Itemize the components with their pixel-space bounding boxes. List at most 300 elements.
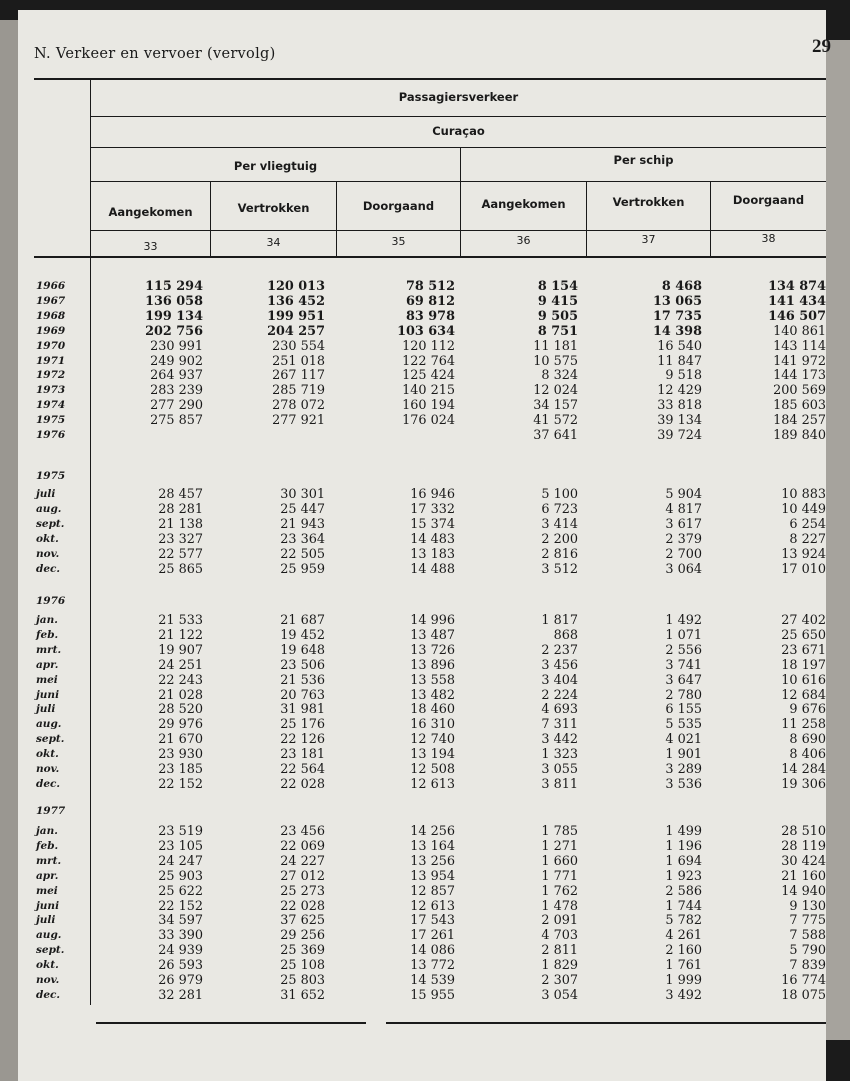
table-cell: 8 154 [537,279,578,294]
table-cell: 13 558 [410,672,455,688]
table-cell: 30 301 [280,487,325,502]
row-label: aug. [36,718,62,731]
row-label: aug. [36,929,62,942]
row-label: sept. [36,517,65,530]
row-label: jan. [36,614,58,626]
row-label: 1968 [36,309,66,322]
table-cell: 13 954 [410,868,455,884]
col-number: 36 [516,234,531,247]
table-cell: 13 164 [410,838,455,854]
table-cell: 10 616 [781,672,826,688]
page-number: 29 [812,36,831,57]
table-cell: 12 613 [410,898,455,914]
table-cell: 21 160 [781,868,826,884]
table-cell: 1 660 [541,853,578,869]
table-cell: 21 122 [158,627,203,643]
table-cell: 13 194 [410,747,455,763]
table-cell: 22 069 [280,838,325,854]
table-cell: 1 196 [665,838,702,854]
table-cell: 24 251 [158,657,203,673]
table-cell: 17 332 [410,501,455,517]
table-cell: 18 460 [410,702,455,718]
table-cell: 9 518 [665,368,702,384]
table-cell: 140 215 [402,383,455,399]
table-cell: 17 261 [410,928,455,944]
table-cell: 1 694 [665,853,702,869]
table-cell: 13 183 [410,546,455,562]
table-cell: 28 457 [158,487,203,502]
table-cell: 23 185 [158,762,203,777]
table-cell: 28 520 [158,702,203,718]
table-cell: 2 816 [541,546,578,562]
table-cell: 2 700 [665,546,702,562]
row-label: sept. [36,944,65,957]
table-cell: 1 999 [665,973,702,988]
table-cell: 15 374 [410,516,455,532]
table-cell: 25 273 [280,883,325,899]
row-label: okt. [36,532,59,545]
table-cell: 78 512 [406,279,455,294]
table-cell: 12 508 [410,762,455,777]
table-cell: 3 404 [541,672,578,688]
row-label: apr. [36,869,59,882]
col-header-doorgaand-sea: Doorgaand [732,193,805,207]
table-cell: 31 652 [280,987,325,1003]
table-cell: 199 134 [145,308,203,324]
table-cell: 2 556 [665,642,702,658]
table-cell: 868 [553,627,578,643]
table-cell: 9 415 [537,293,578,309]
table-cell: 2 091 [541,913,578,929]
table-cell: 14 398 [653,323,702,339]
table-cell: 11 258 [781,717,826,733]
table-cell: 15 955 [410,987,455,1003]
table-cell: 7 839 [789,958,826,974]
group-label-air: Per vliegtuig [233,159,318,173]
table-cell: 3 456 [541,657,578,673]
table-cell: 23 519 [158,824,203,839]
table-cell: 34 597 [158,913,203,929]
row-label: 1975 [36,414,66,427]
table-cell: 122 764 [402,353,455,369]
table-cell: 251 018 [272,353,325,369]
table-cell: 13 256 [410,853,455,869]
table-cell: 21 028 [158,687,203,703]
col-number: 38 [761,232,776,245]
table-cell: 19 452 [280,627,325,643]
table-cell: 13 487 [410,627,455,643]
table-cell: 30 424 [781,853,826,869]
table-cell: 283 239 [150,383,203,399]
table-cell: 24 227 [280,853,325,869]
row-label: 1972 [36,369,66,382]
rule-header-bottom [34,256,826,258]
table-cell: 7 311 [541,717,578,733]
table-cell: 4 021 [665,732,702,748]
table-cell: 3 064 [665,561,702,577]
table-cell: 275 857 [150,413,203,429]
table-cell: 11 847 [657,353,702,369]
table-cell: 10 883 [781,487,826,502]
table-cell: 29 256 [280,928,325,944]
table-cell: 22 152 [158,776,203,792]
table-cell: 12 740 [410,732,455,748]
table-cell: 3 512 [541,561,578,577]
table-cell: 204 257 [267,323,325,339]
table-cell: 14 256 [410,824,455,839]
table-cell: 267 117 [272,368,325,384]
table-cell: 16 310 [410,717,455,733]
table-cell: 2 307 [541,973,578,988]
table-cell: 23 671 [781,642,826,658]
table-cell: 27 402 [781,613,826,628]
table-cell: 12 613 [410,776,455,792]
table-cell: 12 857 [410,883,455,899]
table-cell: 5 535 [665,717,702,733]
table-cell: 249 902 [150,353,203,369]
table-cell: 1 492 [665,613,702,628]
table-cell: 13 772 [410,958,455,974]
table-cell: 3 414 [541,516,578,532]
table-cell: 26 593 [158,958,203,974]
region-label: Curaçao [432,124,485,138]
table-cell: 1 071 [665,627,702,643]
table-cell: 3 492 [665,987,702,1003]
table-cell: 22 028 [280,898,325,914]
table-cell: 1 478 [541,898,578,914]
table-cell: 16 774 [781,973,826,988]
table-cell: 8 406 [789,747,826,763]
table-cell: 141 434 [768,293,826,309]
row-label: nov. [36,547,60,560]
table-cell: 8 324 [541,368,578,384]
table-cell: 39 724 [657,428,702,443]
page-header-title: N. Verkeer en vervoer (vervolg) [34,46,276,62]
table-cell: 17 735 [653,308,702,324]
rule-groups [91,181,826,182]
table-cell: 200 569 [773,383,826,399]
table-cell: 20 763 [280,687,325,703]
table-cell: 16 946 [410,487,455,502]
row-label: mrt. [36,643,62,656]
table-cell: 24 247 [158,853,203,869]
table-cell: 7 588 [789,928,826,944]
table-cell: 13 726 [410,642,455,658]
row-label: mei [36,673,58,686]
table-cell: 3 442 [541,732,578,748]
row-label: juni [36,688,60,701]
row-label: 1970 [36,339,66,352]
year-heading: 1975 [36,470,66,482]
table-cell: 17 010 [781,561,826,577]
table-cell: 23 506 [280,657,325,673]
table-cell: 3 811 [541,776,578,792]
table-cell: 176 024 [402,413,455,429]
table-cell: 25 650 [781,627,826,643]
col-header-aangekomen-air: Aangekomen [108,205,193,219]
table-cell: 14 284 [781,762,826,777]
table-cell: 39 134 [657,413,702,429]
table-cell: 12 684 [781,687,826,703]
table-cell: 22 243 [158,672,203,688]
table-cell: 120 013 [267,279,325,294]
table-cell: 4 693 [541,702,578,718]
table-cell: 21 670 [158,732,203,748]
table-cell: 22 577 [158,546,203,562]
table-cell: 25 865 [158,561,203,577]
year-heading: 1977 [36,805,66,817]
table-cell: 185 603 [773,398,826,414]
table-cell: 23 105 [158,838,203,854]
col-header-vertrokken-air: Vertrokken [237,201,310,215]
row-label: nov. [36,974,60,986]
table-cell: 33 390 [158,928,203,944]
table-cell: 2 780 [665,687,702,703]
table-cell: 21 533 [158,613,203,628]
row-label: 1976 [36,429,66,441]
table-cell: 277 290 [150,398,203,414]
row-label: 1969 [36,324,66,337]
table-cell: 4 703 [541,928,578,944]
row-label: okt. [36,959,59,972]
table-cell: 16 540 [657,338,702,354]
table-cell: 13 924 [781,546,826,562]
table-cell: 10 575 [533,353,578,369]
row-label: juni [36,899,60,912]
table-cell: 2 224 [541,687,578,703]
table-cell: 1 923 [665,868,702,884]
table-cell: 19 907 [158,642,203,658]
rule-bottom-right [386,1022,826,1024]
table-cell: 25 176 [280,717,325,733]
table-cell: 264 937 [150,368,203,384]
table-cell: 9 676 [789,702,826,718]
table-cell: 17 543 [410,913,455,929]
table-cell: 2 200 [541,531,578,547]
rule-columns [91,230,826,231]
rule-bottom-left [96,1022,366,1024]
table-cell: 1 744 [665,898,702,914]
table-cell: 5 904 [665,487,702,502]
row-label: sept. [36,733,65,746]
row-label: jan. [36,825,58,837]
table-cell: 189 840 [773,428,826,443]
row-label: juli [36,703,56,716]
table-cell: 14 940 [781,883,826,899]
table-cell: 32 281 [158,987,203,1003]
table-cell: 146 507 [768,308,826,324]
table-cell: 3 536 [665,776,702,792]
row-label: dec. [36,988,61,1001]
table-cell: 25 108 [280,958,325,974]
rule-region [91,147,826,148]
table-cell: 23 456 [280,824,325,839]
row-label: apr. [36,658,59,671]
table-cell: 13 896 [410,657,455,673]
table-cell: 136 452 [267,293,325,309]
table-cell: 5 100 [541,487,578,502]
col-header-aangekomen-sea: Aangekomen [481,197,566,211]
table-cell: 1 785 [541,824,578,839]
table-cell: 277 921 [272,413,325,429]
table-cell: 144 173 [773,368,826,384]
table-cell: 141 972 [773,353,826,369]
table-cell: 143 114 [773,338,826,354]
table-cell: 3 617 [665,516,702,532]
table-cell: 6 723 [541,501,578,517]
table-cell: 1 761 [665,958,702,974]
table-cell: 3 054 [541,987,578,1003]
table-cell: 230 991 [150,338,203,354]
table-cell: 1 323 [541,747,578,763]
col-number: 34 [266,236,281,249]
row-label: 1973 [36,384,66,397]
table-cell: 202 756 [145,323,203,339]
year-heading: 1976 [36,595,66,607]
table-cell: 7 775 [789,913,826,929]
row-label: dec. [36,562,61,575]
col-number: 35 [391,235,406,248]
table-cell: 22 505 [280,546,325,562]
table-cell: 25 369 [280,943,325,959]
table-cell: 34 157 [533,398,578,414]
col-header-vertrokken-sea: Vertrokken [612,195,685,209]
table-cell: 69 812 [406,293,455,309]
table-cell: 25 903 [158,868,203,884]
row-label: juli [36,488,56,500]
table-cell: 3 289 [665,762,702,777]
table-cell: 14 488 [410,561,455,577]
table-cell: 2 379 [665,531,702,547]
table-cell: 21 536 [280,672,325,688]
table-cell: 33 818 [657,398,702,414]
row-label: juli [36,914,56,927]
table-cell: 3 055 [541,762,578,777]
table-title: Passagiersverkeer [398,90,519,104]
table-cell: 136 058 [145,293,203,309]
previous-page-edge [0,20,19,1081]
table-cell: 21 943 [280,516,325,532]
table-cell: 28 281 [158,501,203,517]
table-cell: 8 751 [537,323,578,339]
table-cell: 23 327 [158,531,203,547]
table-cell: 1 771 [541,868,578,884]
table-cell: 14 086 [410,943,455,959]
table-cell: 25 959 [280,561,325,577]
table-cell: 8 690 [789,732,826,748]
table-cell: 21 138 [158,516,203,532]
table-cell: 4 817 [665,501,702,517]
row-label: mei [36,884,58,897]
col-header-doorgaand-air: Doorgaand [362,199,435,213]
table-cell: 25 622 [158,883,203,899]
table-cell: 23 364 [280,531,325,547]
table-cell: 2 586 [665,883,702,899]
table-cell: 18 075 [781,987,826,1003]
group-label-sea: Per schip [613,153,674,167]
table-cell: 21 687 [280,613,325,628]
table-cell: 28 119 [781,838,826,854]
table-cell: 6 254 [789,516,826,532]
table-cell: 83 978 [406,308,455,324]
table-cell: 18 197 [781,657,826,673]
row-label: aug. [36,502,62,515]
table-cell: 134 874 [768,279,826,294]
row-label: mrt. [36,854,62,867]
row-label: 1966 [36,280,66,292]
table-cell: 23 930 [158,747,203,763]
table-cell: 120 112 [402,338,455,354]
table-cell: 25 447 [280,501,325,517]
table-cell: 160 194 [402,398,455,414]
table-cell: 11 181 [533,338,578,354]
table-cell: 12 429 [657,383,702,399]
table-cell: 1 829 [541,958,578,974]
table-cell: 41 572 [533,413,578,429]
table-cell: 103 634 [397,323,455,339]
table-cell: 31 981 [280,702,325,718]
table-cell: 2 811 [541,943,578,959]
table-cell: 22 126 [280,732,325,748]
table-cell: 12 024 [533,383,578,399]
table-cell: 199 951 [267,308,325,324]
row-label: 1974 [36,399,66,412]
table-cell: 26 979 [158,973,203,988]
table-cell: 2 237 [541,642,578,658]
table-cell: 9 505 [537,308,578,324]
table-cell: 27 012 [280,868,325,884]
table-cell: 9 130 [789,898,826,914]
table-cell: 22 028 [280,776,325,792]
table-cell: 230 554 [272,338,325,354]
table-cell: 125 424 [402,368,455,384]
row-label: nov. [36,763,60,775]
table-cell: 5 782 [665,913,702,929]
table-cell: 4 261 [665,928,702,944]
table-cell: 115 294 [145,279,203,294]
row-label: dec. [36,777,61,790]
table-cell: 22 152 [158,898,203,914]
table-cell: 1 499 [665,824,702,839]
table-cell: 3 741 [665,657,702,673]
table-cell: 22 564 [280,762,325,777]
table-cell: 1 817 [541,613,578,628]
header-rule [34,78,826,80]
table-cell: 29 976 [158,717,203,733]
table-cell: 14 996 [410,613,455,628]
table-cell: 184 257 [773,413,826,429]
table-cell: 37 641 [533,428,578,443]
table-cell: 14 539 [410,973,455,988]
table-cell: 5 790 [789,943,826,959]
row-label: 1967 [36,294,66,307]
table-cell: 14 483 [410,531,455,547]
table-cell: 8 227 [789,531,826,547]
table-cell: 25 803 [280,973,325,988]
table-cell: 37 625 [280,913,325,929]
table-cell: 3 647 [665,672,702,688]
table-cell: 1 271 [541,838,578,854]
rule-title [91,116,826,117]
table-cell: 2 160 [665,943,702,959]
table-cell: 8 468 [661,279,702,294]
table-cell: 19 648 [280,642,325,658]
row-label: 1971 [36,354,66,367]
row-label: feb. [36,839,59,852]
row-label: okt. [36,748,59,761]
table-cell: 19 306 [781,776,826,792]
table-cell: 23 181 [280,747,325,763]
